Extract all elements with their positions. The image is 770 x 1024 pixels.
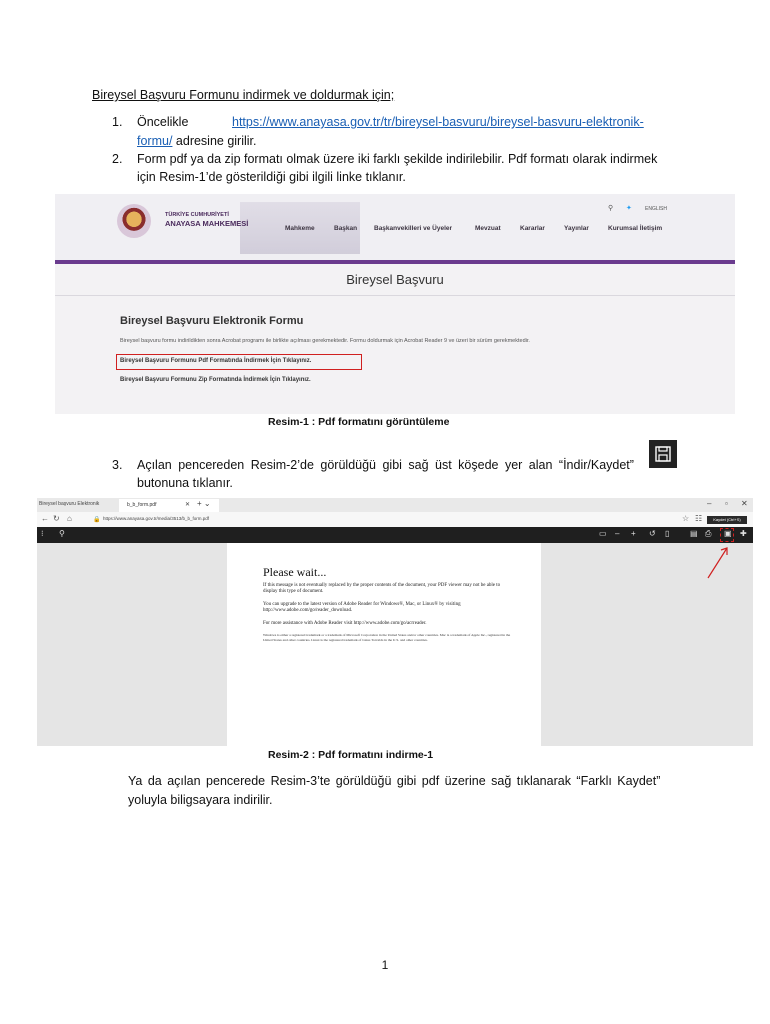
minimize-icon: – — [707, 499, 712, 508]
rotate-icon: ↺ — [649, 529, 656, 538]
lock-icon: 🔒 — [93, 517, 101, 523]
pdf-paragraph-3: For more assistance with Adobe Reader visit http://www.adobe.com/go/acrreader. — [263, 621, 427, 626]
nav-mahkeme: Mahkeme — [285, 225, 315, 232]
caption-resim-1: Resim-1 : Pdf formatını görüntüleme — [268, 416, 450, 428]
section-title: Bireysel Başvuru Elektronik Formu — [120, 315, 304, 327]
favorite-icon: ☆ — [682, 514, 690, 523]
browser-tab-1: Bireysel başvuru Elektronik — [39, 501, 100, 507]
divider — [55, 295, 735, 296]
maximize-icon: ▫ — [725, 499, 728, 508]
closing-line-1: Ya da açılan pencerede Resim-3’te görüldüğü gibi pdf üzerine sağ tıklanarak “Farklı Kaydet” — [128, 774, 661, 788]
item-2-line1: Form pdf ya da zip formatı olmak üzere iki farklı şekilde indirilebilir. Pdf formatı olarak indirmek — [137, 152, 658, 166]
pdf-paragraph-1: If this message is not eventually replaced by the proper contents of the document, your PDF viewer may not be able to display this type of document. — [263, 583, 501, 594]
pdf-toolbar — [37, 527, 753, 543]
item-3-line1: Açılan pencereden Resim-2’de görüldüğü gibi sağ üst köşede yer alan “İndir/Kaydet” — [137, 458, 634, 472]
item-1-suffix: adresine girilir. — [172, 134, 257, 148]
save-icon — [649, 440, 677, 468]
save-tooltip: Kaydet (Ctrl+S) — [707, 516, 747, 524]
pdf-paragraph-2: You can upgrade to the latest version of Adobe Reader for Windows®, Mac, or Linux® by visiting http://www.adobe.com/go/reader_download. — [263, 602, 461, 613]
nav-kararlar: Kararlar — [520, 225, 545, 232]
red-arrow-icon — [705, 542, 735, 582]
pdf-trademark-text: Windows is either a registered trademark or a trademark of Microsoft Corporation in the United States and/or other countries. Mac is a trademark of Apple Inc., registered in the United States and other countries. Linux is the registered trademark of Linus Torvalds in the U.S. and other countries. — [263, 633, 511, 642]
page-view-icon: ▯ — [665, 529, 670, 538]
purple-bar — [55, 260, 735, 264]
item-1-number: 1. — [112, 115, 123, 129]
tab-close-icon: ✕ — [185, 502, 191, 508]
item-2-line2: için Resim-1’de gösterildiği gibi ilgili linke tıklanır. — [137, 170, 406, 184]
pdf-search-icon: ⚲ — [59, 529, 65, 538]
closing-line-2: yoluyla biligsayara indirilir. — [128, 793, 273, 807]
pdf-download-link: Bireysel Başvuru Formunu Pdf Formatında İndirmek İçin Tıklayınız. — [120, 358, 312, 364]
page-title: Bireysel Başvuru — [346, 272, 444, 287]
zoom-out-icon: – — [615, 529, 620, 538]
url-text: https://www.anayasa.gov.tr/media/3513/b_b_form.pdf — [103, 516, 209, 521]
zoom-in-icon: + — [631, 529, 636, 538]
item-1-line2 — [137, 132, 257, 151]
screenshot-anayasa-website — [55, 194, 735, 414]
pdf-page — [227, 543, 541, 746]
please-wait-text: Please wait... — [263, 565, 327, 579]
item-3-line2: butonuna tıklanır. — [137, 476, 233, 490]
item-1-link-line1[interactable]: https://www.anayasa.gov.tr/tr/bireysel-basvuru/bireysel-basvuru-elektronik- — [232, 115, 644, 129]
document-heading: Bireysel Başvuru Formunu indirmek ve doldurmak için; — [92, 88, 395, 102]
item-1-link-line2[interactable]: formu/ — [137, 134, 173, 148]
browser-tab-2: b_b_form.pdf — [119, 499, 219, 512]
pdf-save-icon: ▣ — [724, 529, 732, 538]
caption-resim-2: Resim-2 : Pdf formatını indirme-1 — [268, 749, 434, 761]
nav-mevzuat: Mevzuat — [475, 225, 501, 232]
new-tab-icon: + ⌄ — [197, 499, 211, 508]
item-2-number: 2. — [112, 152, 123, 166]
item-3-number: 3. — [112, 458, 123, 472]
brand-line2: ANAYASA MAHKEMESİ — [165, 219, 249, 228]
page-number: 1 — [381, 958, 389, 972]
favorites-bar-icon: ☷ — [695, 514, 703, 523]
nav-yayinlar: Yayınlar — [564, 225, 589, 232]
court-logo-icon — [117, 204, 151, 238]
screenshot-pdf-viewer — [37, 498, 753, 746]
print-icon: ⎙ — [705, 529, 712, 538]
twitter-icon: ✦ — [626, 205, 632, 212]
back-icon: ← — [41, 514, 49, 523]
save-highlight-box — [720, 528, 734, 542]
search-icon: ⚲ — [608, 205, 614, 212]
refresh-icon: ↻ — [53, 514, 60, 523]
item-1-prefix: Öncelikle — [137, 115, 189, 129]
pin-icon: ✚ — [740, 529, 747, 538]
zip-download-link: Bireysel Başvuru Formunu Zip Formatında İndirmek İçin Tıklayınız. — [120, 377, 311, 383]
nav-kurumsal-iletisim: Kurumsal İletişim — [608, 225, 663, 232]
window-close-icon: ✕ — [741, 499, 748, 508]
section-description: Bireysel başvuru formu indirildikten sonra Acrobat programı ile birlikte açılması gerekmektedir. Formu doldurmak için Acrobat Reader 9 ve üzeri bir sürüm gerekmektedir. — [120, 338, 530, 344]
draw-icon: ▤ — [690, 529, 698, 538]
brand-line1: TÜRKİYE CUMHURİYETİ — [165, 212, 229, 218]
nav-baskan: Başkan — [334, 225, 358, 232]
toc-icon: ⁝ — [41, 529, 44, 538]
nav-baskanvekilleri: Başkanvekilleri ve Üyeler — [374, 225, 453, 232]
home-icon: ⌂ — [67, 514, 72, 523]
fit-page-icon: ▭ — [599, 529, 607, 538]
english-link: ENGLISH — [645, 206, 667, 212]
